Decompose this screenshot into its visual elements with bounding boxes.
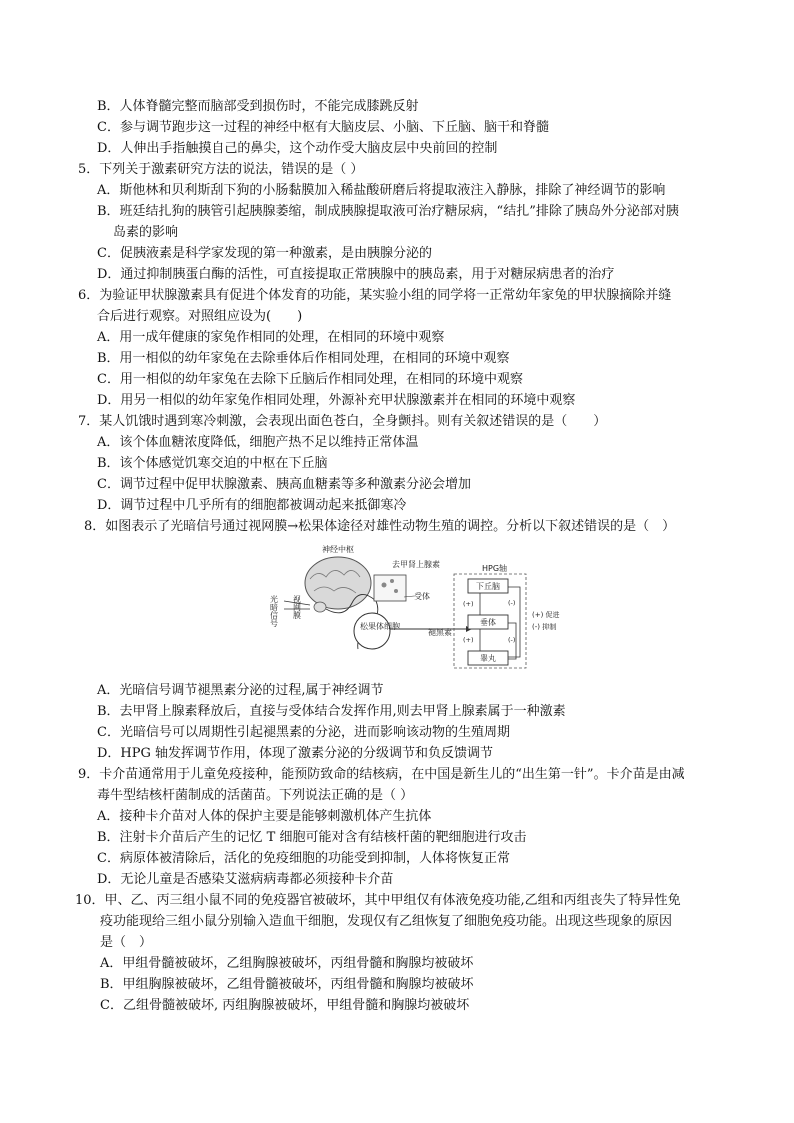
legend-inhibit: (-) 抑制 [532,623,557,631]
label-plus-1: (+) [463,600,474,608]
q9-option-b: B．注射卡介苗后产生的记忆 T 细胞可能对含有结核杆菌的靶细胞进行攻击 [97,830,527,845]
eye-shape [314,602,326,612]
label-receptor: 受体 [414,592,430,601]
synapse-box [374,575,406,601]
q6-stem-cont: 合后进行观察。对照组应设为( ) [97,309,303,324]
label-testis: 睾丸 [480,654,496,663]
label-plus-2: (+) [463,636,474,644]
label-neural-center: 神经中枢 [322,545,354,554]
label-hypothalamus: 下丘脑 [476,582,500,591]
label-hpg-axis: HPG轴 [482,564,508,573]
label-light-dark: 光暗信号 [270,595,279,627]
q8-option-a: A．光暗信号调节褪黑素分泌的过程,属于神经调节 [97,683,384,698]
q6-option-a: A．用一成年健康的家兔作相同的处理，在相同的环境中观察 [97,330,445,345]
label-pituitary: 垂体 [480,618,496,627]
q5-option-d: D．通过抑制胰蛋白酶的活性，可直接提取正常胰腺中的胰岛素，用于对糖尿病患者的治疗 [97,267,615,282]
q8-option-b: B．去甲肾上腺素释放后，直接与受体结合发挥作用,则去甲肾上腺素属于一种激素 [97,704,566,719]
legend-promote: (+) 促进 [532,611,560,619]
q7-option-b: B．该个体感觉饥寒交迫的中枢在下丘脑 [97,456,328,471]
q9-stem: 9．卡介苗通常用于儿童免疫接种，能预防致命的结核病，在中国是新生儿的“出生第一针”。卡介苗是由减 [78,767,685,782]
q7-option-c: C．调节过程中促甲状腺激素、胰高血糖素等多种激素分泌会增加 [97,477,471,492]
q6-option-d: D．用另一相似的幼年家兔作相同处理，外源补充甲状腺激素并在相同的环境中观察 [97,393,576,408]
pineal-hpg-diagram [270,543,590,673]
label-minus-2: (-) [508,636,516,644]
q4-option-b: B．人体脊髓完整而脑部受到损伤时，不能完成膝跳反射 [97,99,419,114]
q10-option-c: C．乙组骨髓被破坏, 丙组胸腺被破坏，甲组骨髓和胸腺均被破坏 [100,998,470,1013]
q5-stem: 5．下列关于激素研究方法的说法，错误的是（ ） [78,162,364,177]
q8-stem: 8．如图表示了光暗信号通过视网膜→松果体途径对雄性动物生殖的调控。分析以下叙述错误的是（ ） [84,519,676,534]
q5-option-b-cont: 岛素的影响 [113,225,179,240]
q9-stem-cont: 毒牛型结核杆菌制成的活菌苗。下列说法正确的是（ ） [97,788,414,803]
q9-option-d: D．无论儿童是否感染艾滋病病毒都必须接种卡介苗 [97,872,394,887]
label-norepinephrine: 去甲肾上腺素 [392,560,440,569]
q7-option-d: D．调节过程中几乎所有的细胞都被调动起来抵御寒冷 [97,498,407,513]
brain-shape [305,557,371,609]
q5-option-c: C．促胰液素是科学家发现的第一种激素，是由胰腺分泌的 [97,246,432,261]
q7-option-a: A．该个体血糖浓度降低，细胞产热不足以维持正常体温 [97,435,419,450]
q5-option-b: B．班廷结扎狗的胰管引起胰腺萎缩，制成胰腺提取液可治疗糖尿病，“结扎”排除了胰岛外分泌部对胰 [97,204,679,219]
label-melatonin: 褪黑素 [428,628,452,637]
label-retina: 视网膜 [292,595,302,619]
q6-stem: 6．为验证甲状腺激素具有促进个体发育的功能，某实验小组的同学将一正常幼年家兔的甲状腺摘除并缝 [78,288,672,303]
q9-option-a: A．接种卡介苗对人体的保护主要是能够刺激机体产生抗体 [97,809,432,824]
q10-option-a: A．甲组骨髓被破坏，乙组胸腺被破坏，丙组骨髓和胸腺均被破坏 [100,956,474,971]
q8-option-c: C．光暗信号可以周期性引起褪黑素的分泌，进而影响该动物的生殖周期 [97,725,510,740]
q8-option-d: D．HPG 轴发挥调节作用，体现了激素分泌的分级调节和负反馈调节 [97,746,494,761]
q6-option-b: B．用一相似的幼年家兔在去除垂体后作相同处理，在相同的环境中观察 [97,351,510,366]
q4-option-d: D．人伸出手指触摸自己的鼻尖，这个动作受大脑皮层中央前回的控制 [97,141,498,156]
label-pineal-cell: 松果体细胞 [360,622,400,631]
q4-option-c: C．参与调节跑步这一过程的神经中枢有大脑皮层、小脑、下丘脑、脑干和脊髓 [97,120,549,135]
pineal-cell-circle [354,613,390,649]
q10-stem-cont: 疫功能现给三组小鼠分别输入造血干细胞，发现仅有乙组恢复了细胞免疫功能。出现这些现象的原因 [100,914,673,929]
q5-option-a: A．斯他林和贝利斯刮下狗的小肠黏膜加入稀盐酸研磨后将提取液注入静脉，排除了神经调节的影响 [97,183,666,198]
q10-stem: 10．甲、乙、丙三组小鼠不同的免疫器官被破坏，其中甲组仅有体液免疫功能,乙组和丙组丧失了特异性免 [75,893,681,908]
label-minus-1: (-) [508,599,516,607]
q10-stem-cont2: 是（ ） [100,935,153,950]
q10-option-b: B．甲组胸腺被破坏，乙组骨髓被破坏，丙组骨髓和胸腺均被破坏 [100,977,474,992]
q9-option-c: C．病原体被清除后，活化的免疫细胞的功能受到抑制，人体将恢复正常 [97,851,510,866]
q7-stem: 7．某人饥饿时遇到寒冷刺激，会表现出面色苍白，全身颤抖。则有关叙述错误的是（ ） [78,414,607,429]
q6-option-c: C．用一相似的幼年家兔在去除下丘脑后作相同处理，在相同的环境中观察 [97,372,523,387]
